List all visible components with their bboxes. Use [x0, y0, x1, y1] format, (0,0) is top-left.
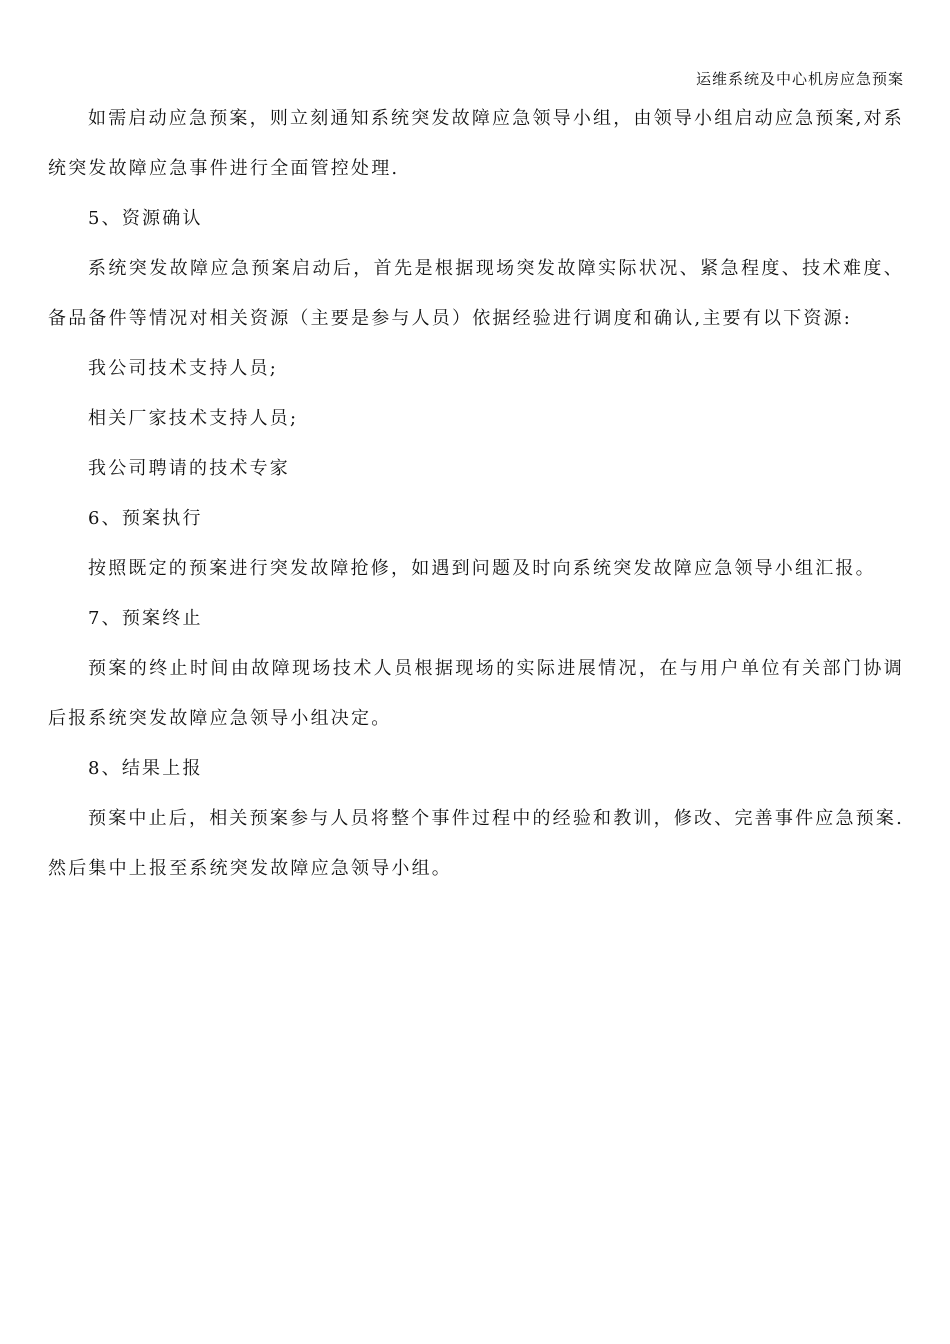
paragraph-resource-confirmation: 系统突发故障应急预案启动后，首先是根据现场突发故障实际状况、紧急程度、技术难度、备品备件等情况对相关资源（主要是参与人员）依据经验进行调度和确认,主要有以下资源: — [48, 258, 904, 329]
document-body — [48, 94, 904, 894]
section-heading-plan-termination: 7、预案终止 — [88, 608, 203, 629]
list-item-company-support: 我公司技术支持人员; — [88, 358, 279, 379]
paragraph-plan-execution: 按照既定的预案进行突发故障抢修，如遇到问题及时向系统突发故障应急领导小组汇报。 — [88, 558, 876, 579]
paragraph-plan-termination: 预案的终止时间由故障现场技术人员根据现场的实际进展情况，在与用户单位有关部门协调后报系统突发故障应急领导小组决定。 — [48, 658, 904, 729]
section-heading-result-report: 8、结果上报 — [88, 758, 203, 779]
page-header-title: 运维系统及中心机房应急预案 — [695, 70, 904, 88]
list-item-vendor-support: 相关厂家技术支持人员; — [88, 408, 299, 429]
section-heading-plan-execution: 6、预案执行 — [88, 508, 203, 529]
paragraph-result-report: 预案中止后，相关预案参与人员将整个事件过程中的经验和教训，修改、完善事件应急预案.然后集中上报至系统突发故障应急领导小组。 — [48, 808, 904, 879]
list-item-experts: 我公司聘请的技术专家 — [88, 458, 290, 479]
section-heading-resource-confirmation: 5、资源确认 — [88, 208, 203, 229]
paragraph-activate-plan: 如需启动应急预案，则立刻通知系统突发故障应急领导小组，由领导小组启动应急预案,对系统突发故障应急事件进行全面管控处理. — [48, 108, 904, 179]
